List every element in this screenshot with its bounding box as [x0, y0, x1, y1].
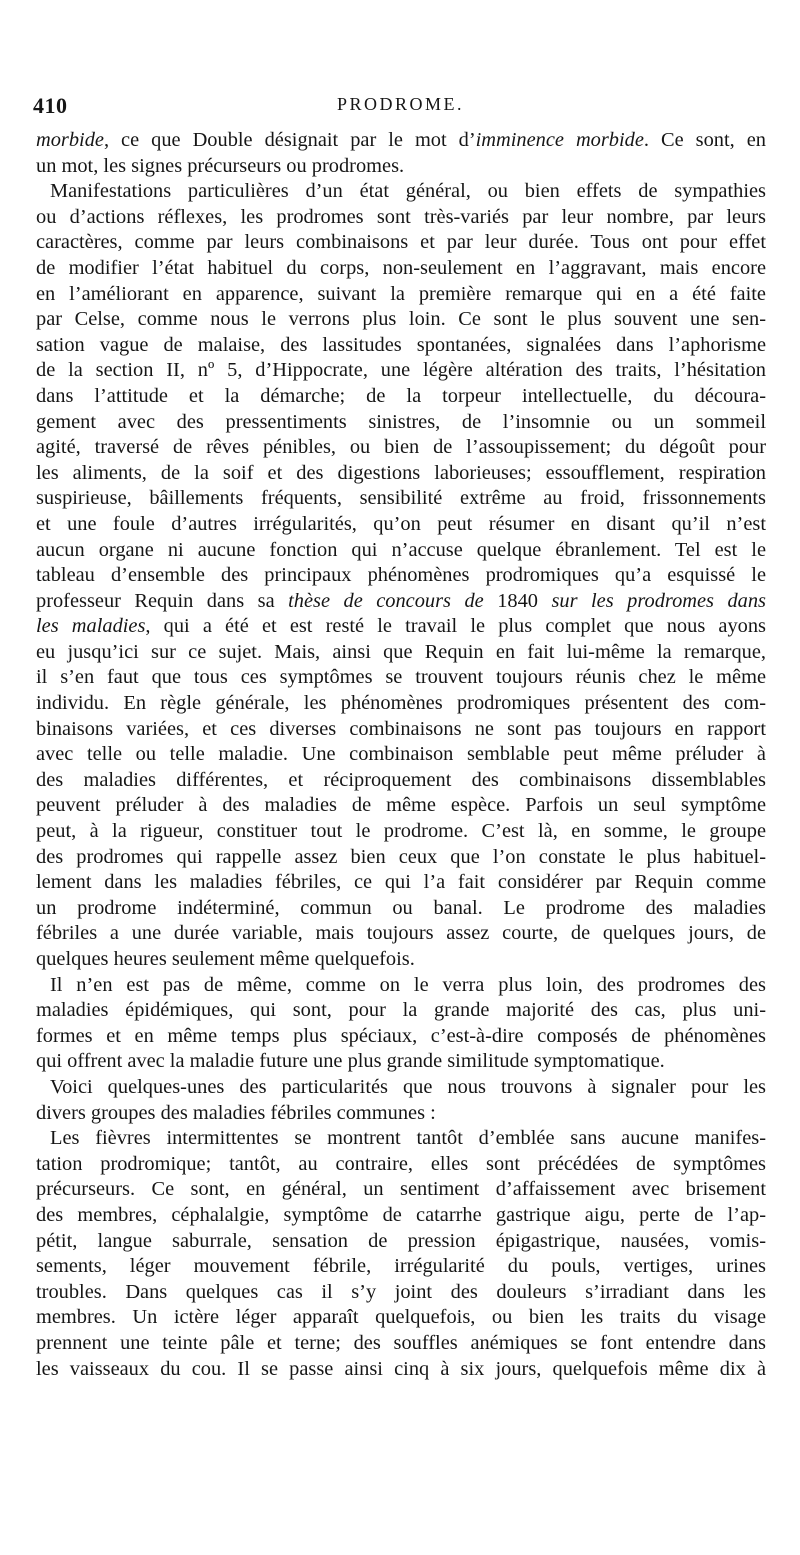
text-line — [36, 1126, 766, 1152]
text-run: un mot, les signes précurseurs ou prodromes. — [36, 154, 405, 177]
text-line — [36, 333, 766, 359]
running-title: PRODROME. — [336, 94, 465, 114]
text-run: sation vague de malaise, des lassitudes spontanées, signalées dans l’aphorisme — [36, 333, 766, 356]
text-run: fébriles a une durée variable, mais toujours assez courte, de quelques jours, de — [36, 922, 766, 945]
text-line — [36, 1357, 766, 1383]
text-line — [36, 921, 766, 947]
text-run: agité, traversé de rêves pénibles, ou bien de l’assoupissement; du dégoût pour — [36, 436, 766, 459]
text-run: 1840 — [483, 589, 552, 612]
text-line — [36, 973, 766, 999]
text-run: de modifier l’état habituel du corps, non-seulement en l’aggravant, mais encore — [36, 256, 766, 279]
text-run: gement avec des pressentiments sinistres, de l’insomnie ou un sommeil — [36, 410, 766, 433]
text-line — [36, 665, 766, 691]
text-run: lement dans les maladies fébriles, ce qui l’a fait considérer par Requin comme — [36, 871, 766, 894]
text-line — [36, 1024, 766, 1050]
text-run: par Celse, comme nous le verrons plus loin. Ce sont le plus souvent une sen- — [36, 308, 766, 331]
text-run: tableau d’ensemble des principaux phénomènes prodromiques qu’a esquissé le — [36, 564, 766, 587]
text-run: un prodrome indéterminé, commun ou banal. Le prodrome des maladies — [36, 896, 766, 919]
text-run: troubles. Dans quelques cas il s’y joint des douleurs s’irradiant dans les — [36, 1280, 766, 1303]
text-line — [36, 154, 766, 180]
text-run: qui offrent avec la maladie future une plus grande similitude symptomatique. — [36, 1050, 665, 1073]
text-run: dans l’attitude et la démarche; de la torpeur intellectuelle, du découra- — [36, 384, 766, 407]
text-line — [36, 691, 766, 717]
text-run: ou d’actions réflexes, les prodromes sont très-variés par leur nombre, par leurs — [36, 205, 766, 228]
paragraph — [36, 1075, 766, 1126]
text-run: divers groupes des maladies fébriles communes : — [36, 1101, 436, 1124]
text-line — [36, 1229, 766, 1255]
text-run: , qui a été et est resté le travail le plus complet que nous ayons — [145, 615, 766, 638]
text-line — [36, 589, 766, 615]
text-line — [36, 512, 766, 538]
text-line — [36, 486, 766, 512]
text-run: précurseurs. Ce sont, en général, un sentiment d’affaissement avec brisement — [36, 1178, 766, 1201]
text-line — [36, 896, 766, 922]
text-run: peut, à la rigueur, constituer tout le prodrome. C’est là, en somme, le groupe — [36, 820, 766, 843]
text-line — [36, 640, 766, 666]
text-run: avec telle ou telle maladie. Une combinaison semblable peut même préluder à — [36, 743, 766, 766]
text-line — [36, 179, 766, 205]
text-line — [36, 1075, 766, 1101]
text-run: . Ce sont, en — [643, 129, 766, 151]
text-run: des maladies différentes, et réciproquement des combinaisons dissemblables — [36, 768, 766, 791]
text-run: tation prodromique; tantôt, au contraire, elles sont précédées de symptômes — [36, 1152, 766, 1175]
text-line — [36, 793, 766, 819]
text-line — [36, 410, 766, 436]
text-line — [36, 614, 766, 640]
page-header — [27, 93, 774, 121]
paragraph — [36, 179, 766, 972]
text-run: peuvent préluder à des maladies de même espèce. Parfois un seul symptôme — [36, 794, 766, 817]
text-run: Les fièvres intermittentes se montrent tantôt d’emblée sans aucune manifes- — [50, 1127, 766, 1150]
paragraph — [36, 128, 766, 179]
text-line — [36, 282, 766, 308]
text-line — [36, 230, 766, 256]
text-line — [36, 1280, 766, 1306]
text-line — [36, 1152, 766, 1178]
text-run: formes et en même temps plus spéciaux, c’est-à-dire composés de phénomènes — [36, 1024, 766, 1047]
text-line — [36, 998, 766, 1024]
text-run: les vaisseaux du cou. Il se passe ainsi cinq à six jours, quelquefois même dix à — [36, 1357, 766, 1380]
text-line — [36, 845, 766, 871]
text-line — [36, 384, 766, 410]
text-line — [36, 205, 766, 231]
text-run: Voici quelques-unes des particularités que nous trouvons à signaler pour les — [50, 1075, 766, 1098]
paragraph — [36, 1126, 766, 1382]
text-run: pétit, langue saburrale, sensation de pression épigastrique, nausées, vomis- — [36, 1229, 766, 1252]
text-line — [36, 256, 766, 282]
italic-text: sur les prodromes dans — [551, 589, 766, 612]
italic-text: morbide — [36, 129, 104, 151]
text-run: et une foule d’autres irrégularités, qu’on peut résumer en disant qu’il n’est — [36, 512, 766, 535]
text-run: des membres, céphalalgie, symptôme de catarrhe gastrique aigu, perte de l’ap- — [36, 1203, 766, 1226]
text-run: Il n’en est pas de même, comme on le verra plus loin, des prodromes des — [50, 973, 766, 996]
text-line — [36, 1177, 766, 1203]
text-run: professeur Requin dans sa — [36, 589, 289, 612]
text-line — [36, 947, 766, 973]
text-line — [36, 819, 766, 845]
italic-text: imminence morbide — [475, 129, 644, 151]
text-line — [36, 358, 766, 384]
text-line — [36, 128, 766, 154]
text-line — [36, 435, 766, 461]
text-run: de la section II, nº 5, d’Hippocrate, une légère altération des traits, l’hésitation — [36, 359, 766, 382]
text-run: il s’en faut que tous ces symptômes se trouvent toujours réunis chez le même — [36, 666, 766, 689]
text-line — [36, 563, 766, 589]
text-line — [36, 742, 766, 768]
text-line — [36, 538, 766, 564]
italic-text: thèse de concours de — [288, 589, 484, 612]
text-run: quelques heures seulement même quelquefois. — [36, 948, 415, 970]
text-line — [36, 717, 766, 743]
text-run: binaisons variées, et ces diverses combinaisons ne sont pas toujours en rapport — [36, 717, 766, 740]
body-text — [36, 128, 766, 1382]
text-run: prennent une teinte pâle et terne; des souffles anémiques se font entendre dans — [36, 1331, 766, 1354]
text-run: , ce que Double désignait par le mot d’ — [103, 129, 476, 151]
text-run: suspirieuse, bâillements fréquents, sensibilité extrême au froid, frissonnements — [36, 487, 766, 510]
text-run: individu. En règle générale, les phénomènes prodromiques présentent des com- — [36, 692, 766, 715]
text-run: Manifestations particulières d’un état général, ou bien effets de sympathies — [50, 180, 766, 203]
text-line — [36, 870, 766, 896]
text-run: des prodromes qui rappelle assez bien ceux que l’on constate le plus habituel- — [36, 845, 766, 868]
text-run: maladies épidémiques, qui sont, pour la grande majorité des cas, plus uni- — [36, 999, 766, 1022]
text-run: aucun organe ni aucune fonction qui n’accuse quelque ébranlement. Tel est le — [36, 538, 766, 561]
text-run: en l’améliorant en apparence, suivant la première remarque qui en a été faite — [36, 282, 766, 305]
text-line — [36, 307, 766, 333]
text-line — [36, 768, 766, 794]
text-run: sements, léger mouvement fébrile, irrégularité du pouls, vertiges, urines — [36, 1255, 766, 1278]
text-line — [36, 1101, 766, 1127]
text-run: membres. Un ictère léger apparaît quelquefois, ou bien les traits du visage — [36, 1306, 766, 1329]
text-line — [36, 1203, 766, 1229]
text-line — [36, 1305, 766, 1331]
text-line — [36, 461, 766, 487]
text-line — [36, 1254, 766, 1280]
paragraph — [36, 973, 766, 1075]
italic-text: les maladies — [36, 615, 146, 638]
text-run: les aliments, de la soif et des digestions laborieuses; essoufflement, respiration — [36, 461, 766, 484]
page-number: 410 — [33, 93, 68, 118]
text-line — [36, 1049, 766, 1075]
text-line — [36, 1331, 766, 1357]
text-run: caractères, comme par leurs combinaisons et par leur durée. Tous ont pour effet — [36, 231, 766, 254]
text-run: eu jusqu’ici sur ce sujet. Mais, ainsi que Requin en fait lui-même la remarque, — [36, 640, 766, 663]
